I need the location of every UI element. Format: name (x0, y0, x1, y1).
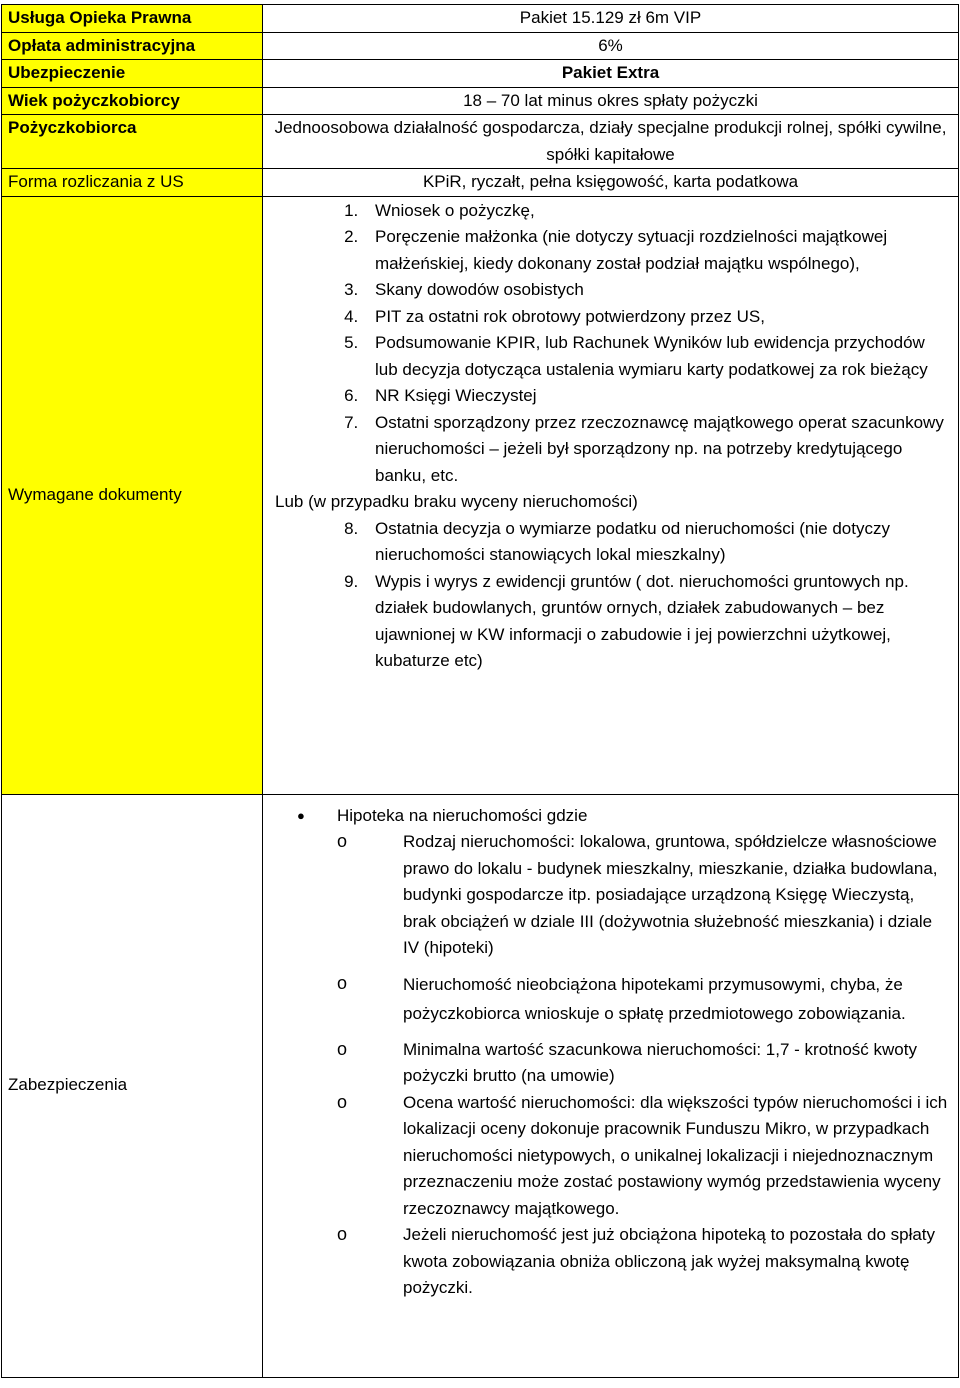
list-item: o Jeżeli nieruchomość jest już obciążona hipoteką to pozostała do spłaty kwota zobowiązania obniża obliczoną jak wyżej maksymalną kwotę pożyczki. (403, 1222, 952, 1302)
table-row-security (2, 794, 959, 1377)
documents-cell (263, 196, 959, 794)
row-value: KPiR, ryczałt, pełna księgowość, karta podatkowa (263, 169, 959, 197)
list-item: 4. PIT za ostatni rok obrotowy potwierdzony przez US, (363, 304, 952, 331)
row-value: Pakiet 15.129 zł 6m VIP (263, 5, 959, 33)
list-item: 9. Wypis i wyrys z ewidencji gruntów ( dot. nieruchomości gruntowych np. działek budowlanych, gruntów ornych, działek zabudowanych – bez ujawnionej w KW informacji o zabudowie i jej powierzchni użytkowej, kubaturze etc) (363, 569, 952, 675)
security-cell (263, 794, 959, 1377)
list-item: 7. Ostatni sporządzony przez rzeczoznawcę majątkowego operat szacunkowy nieruchomości – jeżeli był sporządzony np. na potrzeby kredytującego banku, etc. (363, 410, 952, 490)
row-label: Forma rozliczania z US (2, 169, 263, 197)
security-list (269, 803, 952, 1302)
security-sub-list (337, 829, 952, 1302)
table-row (2, 169, 959, 197)
row-value: Pakiet Extra (263, 60, 959, 88)
list-item: 1. Wniosek o pożyczkę, (363, 198, 952, 225)
security-label: Zabezpieczenia (2, 794, 263, 1377)
list-item: 2. Poręczenie małżonka (nie dotyczy sytuacji rozdzielności majątkowej małżeńskiej, kiedy dokonany został podział majątku wspólnego), (363, 224, 952, 277)
list-item (337, 803, 952, 1302)
table-row-documents (2, 196, 959, 794)
list-item: 8. Ostatnia decyzja o wymiarze podatku od nieruchomości (nie dotyczy nieruchomości stanowiących lokal mieszkalny) (363, 516, 952, 569)
row-label: Opłata administracyjna (2, 32, 263, 60)
list-item: 6. NR Księgi Wieczystej (363, 383, 952, 410)
row-label: Wiek pożyczkobiorcy (2, 87, 263, 115)
table-row (2, 60, 959, 88)
table-row (2, 87, 959, 115)
list-item: 5. Podsumowanie KPIR, lub Rachunek Wyników lub ewidencja przychodów lub decyzja dotycząca ustalenia wymiaru karty podatkowej za rok bieżący (363, 330, 952, 383)
list-item: o Ocena wartość nieruchomości: dla większości typów nieruchomości i ich lokalizacji oceny dokonuje pracownik Funduszu Mikro, w przypadkach nieruchomości nietypowych, o unikalnej lokalizacji i niejednoznacznym przeznaczeniu może zostać postawiony wymóg przedstawienia wyceny rzeczoznawcy majątkowego. (403, 1090, 952, 1223)
list-item: 3. Skany dowodów osobistych (363, 277, 952, 304)
bullet-text: Hipoteka na nieruchomości gdzie (337, 805, 588, 825)
alternative-heading: Lub (w przypadku braku wyceny nieruchomości) (275, 492, 638, 511)
table-row (2, 5, 959, 33)
row-value: 6% (263, 32, 959, 60)
table-row (2, 115, 959, 169)
row-label: Ubezpieczenie (2, 60, 263, 88)
row-value: Jednoosobowa działalność gospodarcza, działy specjalne produkcji rolnej, spółki cywilne, spółki kapitałowe (263, 115, 959, 169)
table-row (2, 32, 959, 60)
list-item: o Nieruchomość nieobciążona hipotekami przymusowymi, chyba, że pożyczkobiorca wnioskuje o spłatę przedmiotowego zobowiązania. (403, 970, 952, 1029)
documents-list (269, 198, 952, 490)
row-label: Pożyczkobiorca (2, 115, 263, 169)
row-value: 18 – 70 lat minus okres spłaty pożyczki (263, 87, 959, 115)
row-label: Usługa Opieka Prawna (2, 5, 263, 33)
documents-list-alt (269, 516, 952, 675)
list-item: o Minimalna wartość szacunkowa nieruchomości: 1,7 - krotność kwoty pożyczki brutto (na umowie) (403, 1037, 952, 1090)
documents-label: Wymagane dokumenty (2, 196, 263, 794)
loan-terms-table (1, 4, 959, 1378)
list-item: o Rodzaj nieruchomości: lokalowa, gruntowa, spółdzielcze własnościowe prawo do lokalu - budynek mieszkalny, mieszkanie, działka budowlana, budynki gospodarcze itp. posiadające urządzoną Księgę Wieczystą, brak obciążeń w dziale III (dożywotnia służebność mieszkania) i dziale IV (hipoteki) (403, 829, 952, 962)
